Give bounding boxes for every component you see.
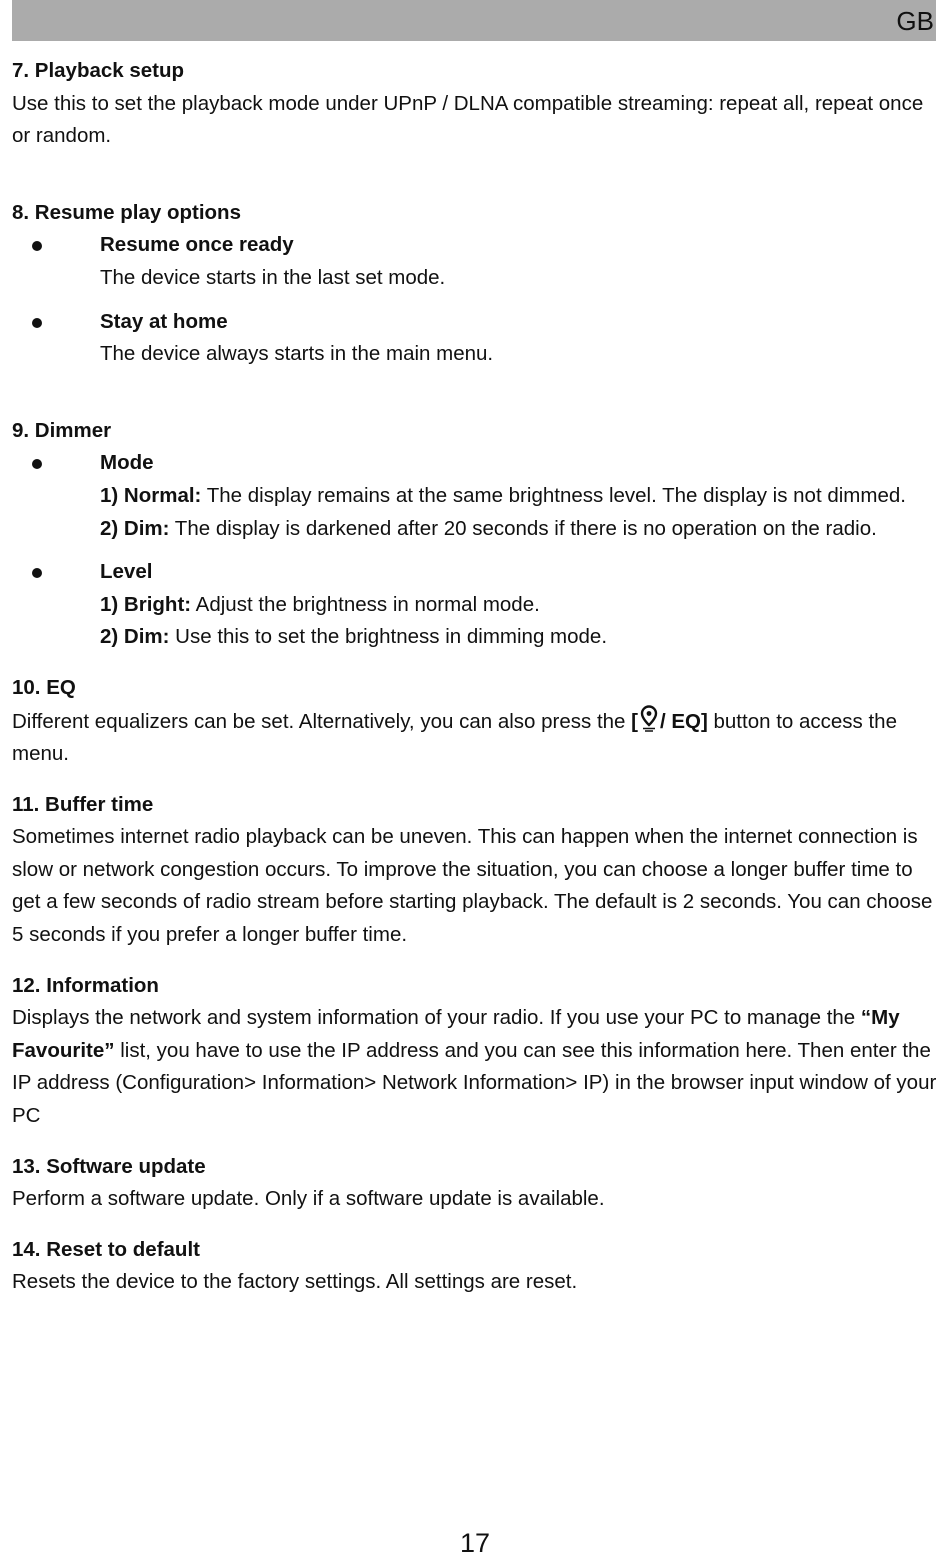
option-text: Use this to set the brightness in dimming mode. [169,625,608,649]
eq-button-label: / EQ] [659,709,708,733]
bullet-icon [32,318,42,328]
section-eq [12,672,937,771]
language-label: GB [896,6,934,36]
bullet-list [12,229,937,370]
option-label: 1) Bright: [100,592,192,616]
item-text: The device always starts in the main menu. [100,342,494,366]
option-label: 2) Dim: [100,625,170,649]
item-label: Resume once ready [100,233,294,257]
section-title: 9. Dimmer [12,418,112,442]
section-reset-to-default [12,1234,937,1299]
section-title: 12. Information [12,973,159,997]
body-text: list, you have to use the IP address and you can see this information here. Then enter the IP address (Configuration> Information> Network Information> IP) in the browser input window of your PC [12,1038,937,1128]
list-item [12,447,937,545]
item-label: Level [100,560,153,584]
bullet-icon [32,459,42,469]
option-text: The display remains at the same brightness level. The display is not dimmed. [201,483,906,507]
option-text: The display is darkened after 20 seconds if there is no operation on the radio. [169,516,877,540]
section-body: Perform a software update. Only if a software update is available. [12,1187,605,1211]
bullet-list [12,447,937,654]
list-item [12,229,937,294]
section-body: Use this to set the playback mode under UPnP / DLNA compatible streaming: repeat all, repeat once or random. [12,91,924,148]
page-content [12,55,937,1299]
page-number: 17 [459,1528,491,1558]
section-software-update [12,1151,937,1216]
list-item [12,306,937,371]
header-bar [12,0,936,41]
bullet-icon [32,241,42,251]
section-playback-setup [12,55,937,153]
map-pin-icon [638,705,660,733]
section-dimmer [12,415,937,654]
option-label: 1) Normal: [100,483,202,507]
body-text: button to access the menu. [12,709,897,766]
item-label: Stay at home [100,309,228,333]
item-label: Mode [100,451,154,475]
body-text: Different equalizers can be set. Alternatively, you can also press the [12,709,632,733]
emphasis-text: “My Favourite” [12,1006,900,1062]
section-body: Sometimes internet radio playback can be uneven. This can happen when the internet connection is slow or network congestion occurs. To improve the situation, you can choose a longer buffer time to get a few seconds of radio stream before starting playback. The default is 2 seconds. You can choose 5 seconds if you prefer a longer buffer time. [12,825,933,947]
list-item [12,556,937,654]
section-information [12,970,937,1133]
section-body: Resets the device to the factory settings. All settings are reset. [12,1270,578,1294]
section-body [12,705,937,771]
bullet-icon [32,568,42,578]
section-title: 11. Buffer time [12,792,154,816]
eq-button-reference [631,710,708,733]
section-body [12,1002,937,1132]
section-buffer-time [12,789,937,952]
bracket-open: [ [631,709,638,733]
section-title: 7. Playback setup [12,59,185,82]
section-title: 14. Reset to default [12,1237,200,1261]
section-resume-play-options [12,197,937,371]
option-text: Adjust the brightness in normal mode. [191,592,540,616]
option-label: 2) Dim: [100,516,170,540]
section-title: 13. Software update [12,1154,206,1178]
body-text: Displays the network and system information of your radio. If you use your PC to manage the [12,1006,861,1030]
section-title: 8. Resume play options [12,200,241,224]
section-title: 10. EQ [12,675,76,699]
item-text: The device starts in the last set mode. [100,265,446,289]
